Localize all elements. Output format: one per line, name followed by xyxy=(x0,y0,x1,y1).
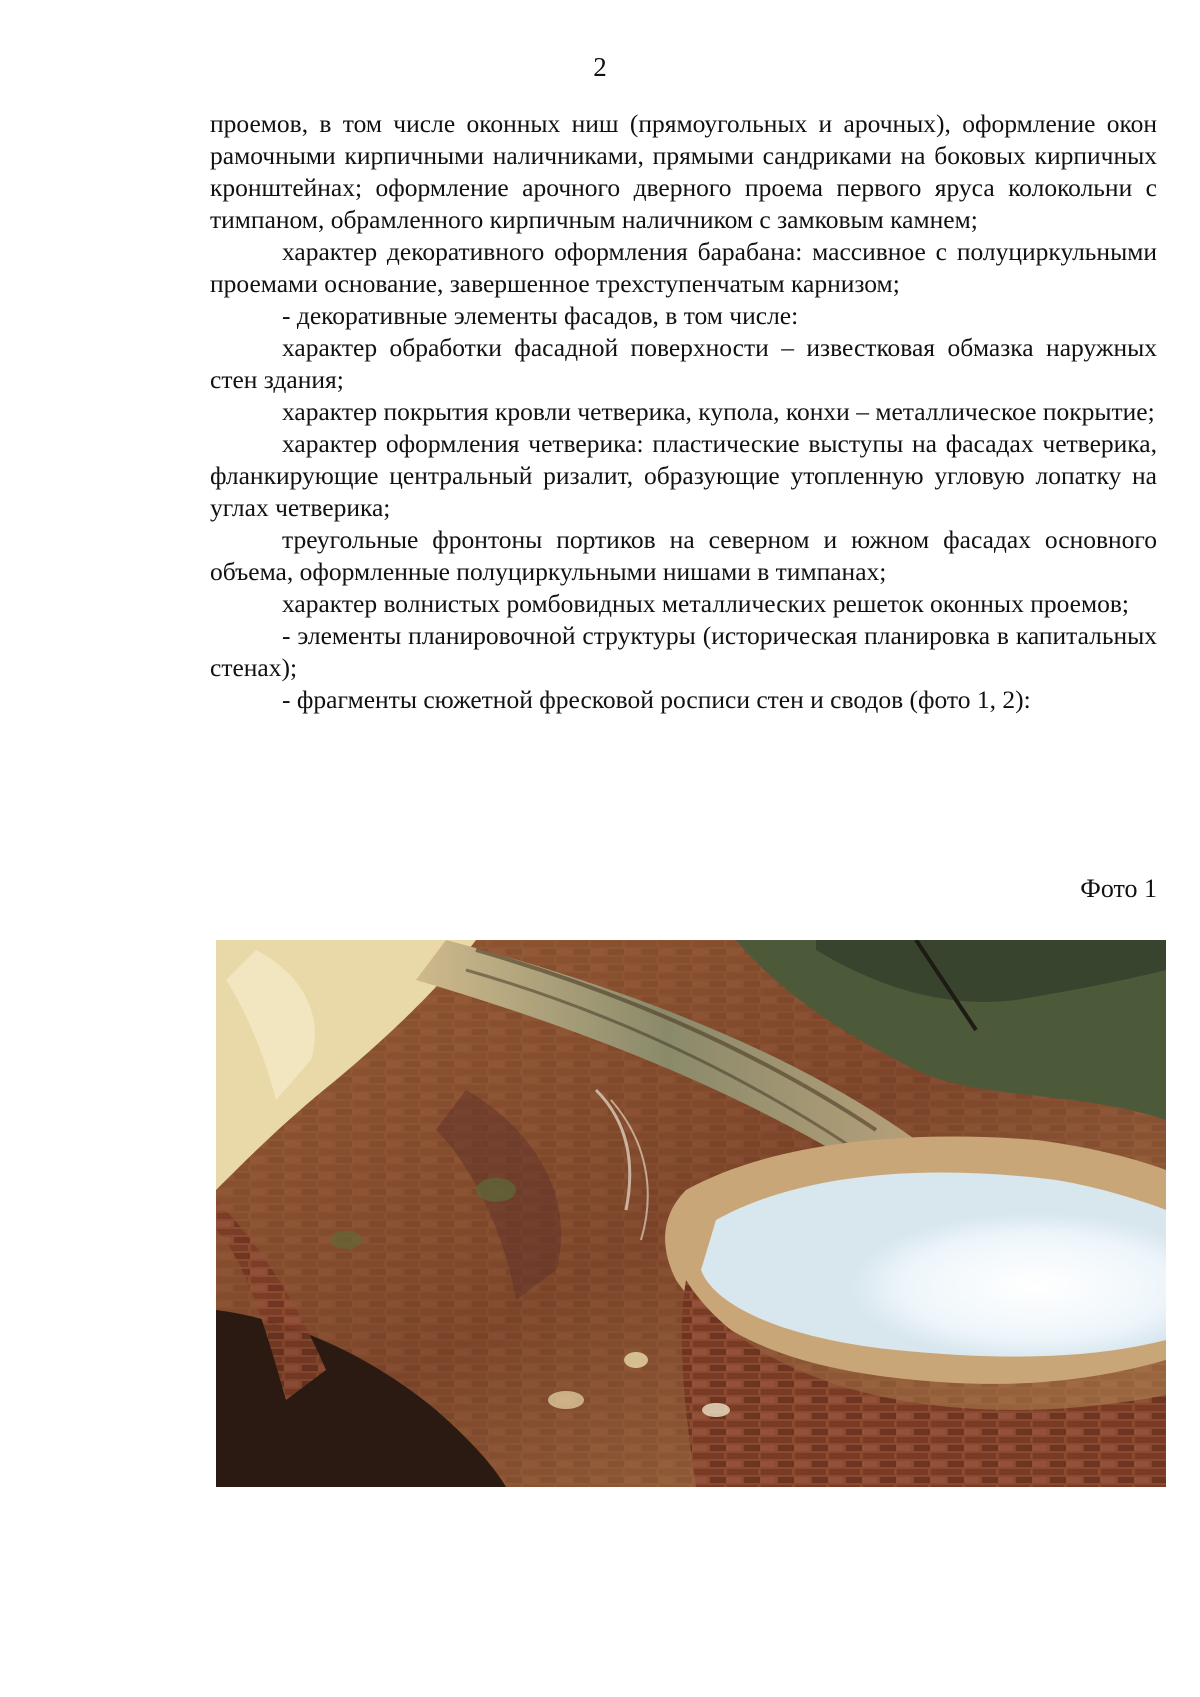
paragraph: характер волнистых ромбовидных металлических решеток оконных проемов; xyxy=(282,589,1129,618)
paragraph: проемов, в том числе оконных ниш (прямоугольных и арочных), оформление окон рамочными кирпичными наличниками, прямыми сандриками на боковых кирпичных кронштейнах; оформление арочного дверного проема первого яруса колокольни с тимпаном, обрамленного кирпичным наличником с замковым камнем; xyxy=(210,109,1157,234)
paragraph: - элементы планировочной структуры (историческая планировка в капитальных стенах); xyxy=(210,621,1157,682)
photo-caption: Фото 1 xyxy=(1080,874,1157,903)
paragraph: треугольные фронтоны портиков на северном и южном фасадах основного объема, оформленные полуциркульными нишами в тимпанах; xyxy=(210,525,1157,586)
paragraph: характер декоративного оформления барабана: массивное с полуциркульными проемами основание, завершенное трехступенчатым карнизом; xyxy=(210,237,1157,298)
paragraph: - декоративные элементы фасадов, в том числе: xyxy=(282,301,799,330)
paragraph: - фрагменты сюжетной фресковой росписи стен и сводов (фото 1, 2): xyxy=(282,685,1031,714)
vault-photo-illustration xyxy=(216,940,1166,1487)
paragraph: характер обработки фасадной поверхности – известковая обмазка наружных стен здания; xyxy=(210,333,1157,394)
paragraph: характер оформления четверика: пластические выступы на фасадах четверика, фланкирующие центральный ризалит, образующие утопленную угловую лопатку на углах четверика; xyxy=(210,429,1157,522)
paragraph: характер покрытия кровли четверика, купола, конхи – металлическое покрытие; xyxy=(282,397,1155,426)
page-number: 2 xyxy=(593,52,607,82)
document-body xyxy=(210,108,1157,716)
photo-1 xyxy=(216,940,1166,1487)
